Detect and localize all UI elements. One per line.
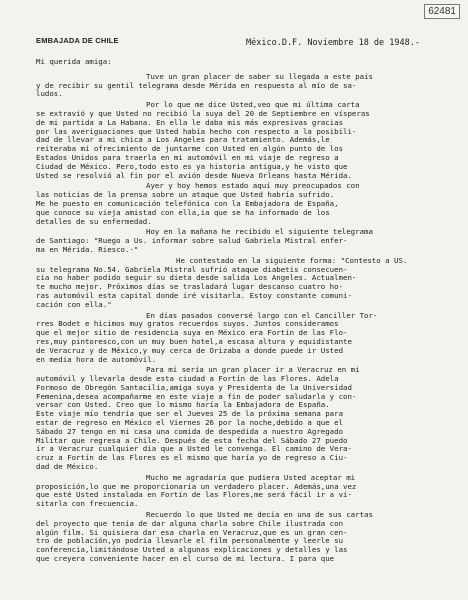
text-line: proposición,lo que me proporcionaría un verdadero placer. Además,una vez — [36, 481, 357, 491]
letter-paragraph — [36, 511, 456, 564]
text-line: Me he puesto en comunicación telefónica con la Embajadora de España, — [36, 198, 339, 208]
text-line: Por lo que me dice Usted,veo que mi última carta — [146, 100, 360, 110]
letter-paragraph — [36, 228, 456, 254]
text-line: automóvil y llevarla desde esta ciudad a Fortín de las Flores. Adela — [36, 374, 339, 384]
text-line: Recuerdo lo que Usted me decía en una de sus cartas — [146, 510, 373, 520]
text-line: Femenina,desea acompañarme en este viaje a fin de poder saludarla y con- — [36, 391, 357, 401]
text-line: Mucho me agradaría que pudiera Usted aceptar mi — [146, 472, 356, 482]
text-line: se extravió y que Usted no recibió la suya del 20 de Septiembre en vísperas — [36, 108, 370, 118]
text-line: sitarla con frecuencia. — [36, 499, 139, 509]
text-line: Hoy en la mañana he recibido el siguiente telegrama — [146, 227, 373, 237]
paragraphs-container — [36, 73, 456, 564]
text-line: dad de México. — [36, 462, 99, 472]
text-line: ma en Mérida. Riesco.-" — [36, 244, 139, 254]
text-line: En días pasados conversé largo con el Canciller Tor- — [146, 310, 378, 320]
text-line: ras automóvil esta capital donde iré visitarla. Estoy constante comuni- — [36, 290, 352, 300]
text-line: cia no haber podido seguir su dieta desde salida Los Angeles. Actualmen- — [36, 273, 357, 283]
text-line: que conoce su vieja amistad con ella,ia que se ha informado de los — [36, 207, 330, 217]
letter-paragraph — [36, 366, 456, 472]
letter-date: México.D.F. Noviembre 18 de 1948.- — [246, 38, 420, 48]
text-line: cruz a Fortín de las Flores es el mismo que haría yo de regreso a Ciu- — [36, 453, 348, 463]
text-line: Este viaje mío tendría que ser el Jueves 25 de la próxima semana para — [36, 409, 344, 419]
text-line: te mucho mejor. Próximos días se trasladará lugar descanso cuatro ho- — [36, 282, 344, 292]
text-line: de mi partida a La Habana. En ella le daba mis más expresivas gracias — [36, 117, 344, 127]
text-line: Tuve un gran placer de saber su llegada a este país — [146, 71, 373, 81]
text-line: en media hora de automóvil. — [36, 354, 157, 364]
text-line: ir a Veracruz cualquier día que a Usted le convenga. El camino de Vera- — [36, 444, 352, 454]
letter-paragraph — [36, 101, 456, 180]
letter-paragraph — [36, 73, 456, 99]
text-line: tro de población,yo podría llevarle el film personalmente y leerle su — [36, 536, 344, 546]
text-line: versar con Usted. Creo que lo mismo haría la Embajadora de España. — [36, 400, 330, 410]
text-line: conferencia,limitándose Usted a algunas explicaciones y detalles y las — [36, 545, 348, 555]
text-line: su telegrama No.54. Gabriela Mistral sufrió ataque diabetis consecuen- — [36, 264, 348, 274]
text-line: que esté Usted instalada en Fortín de las Flores,me será fácil ir a vi- — [36, 490, 352, 500]
letter-paragraph — [36, 257, 456, 310]
text-line: Ciudad de México. Pero,todo esto es ya historia antigua,y he visto que — [36, 161, 348, 171]
text-line: res,muy pintoresco,con un muy buen hotel,a escasa altura y equidistante — [36, 336, 352, 346]
text-line: cación con ella." — [36, 299, 112, 309]
text-line: y de recibir su gentil telegrama desde Mérida en respuesta al mío de sa- — [36, 80, 357, 90]
letter-paragraph — [36, 474, 456, 509]
text-line: Militar que regresa a Chile. Después de esta fecha del Sábado 27 puedo — [36, 435, 348, 445]
text-line: algún film. Si quisiera dar esa charla en Veracruz,que es un gran cen- — [36, 527, 348, 537]
text-line: del proyecto que tenía de dar alguna charla sobre Chile ilustrada con — [36, 518, 344, 528]
letterhead: EMBAJADA DE CHILE — [36, 36, 119, 45]
text-line: rres Bodet e hicimos muy gratos recuerdos suyos. Juntos consideramos — [36, 319, 339, 329]
text-line: reiteraba mi ofrecimiento de juntarme con Usted en algún punto de los — [36, 144, 344, 154]
text-line: de Santiago: "Ruego a Us. informar sobre salud Gabriela Mistral enfer- — [36, 236, 348, 246]
text-line: que creyera conveniente hacer en el curso de mi lectura. I para que — [36, 554, 335, 564]
letter-paragraph — [36, 312, 456, 365]
letter-body — [36, 58, 456, 566]
text-line: Estados Unidos para traerla en mi automóvil en mi viaje de regreso a — [36, 152, 339, 162]
text-line: por las averiguaciones que Usted había hecho con respecto a la posibili- — [36, 126, 357, 136]
text-line: Para mí sería un gran placer ir a Veracruz en mi — [146, 365, 360, 375]
salutation: Mi querida amiga: — [36, 57, 112, 66]
text-line: que el mejor sitio de residencia suya en México era Fortín de las Flo- — [36, 328, 348, 338]
text-line: He contestado en la siguiente forma: "Contesto a US. — [176, 255, 408, 265]
text-line: Sábado 27 tengo en mi casa una comida de despedida a nuestro Agregado — [36, 426, 344, 436]
text-line: estar de regreso en México el Viernes 26 por la noche,debido a que el — [36, 418, 344, 428]
text-line: ludos. — [36, 89, 63, 99]
text-line: detalles de su enfermedad. — [36, 216, 152, 226]
text-line: las noticias de la prensa sobre un ataque que Usted habría sufrido. — [36, 190, 335, 200]
letter-paragraph — [36, 182, 456, 226]
text-line: dad de llevar a mi chica a Los Angeles para tratamiento. Además,le — [36, 135, 330, 145]
text-line: Ayer y hoy hemos estado aquí muy preocupados con — [146, 181, 360, 191]
text-line: Usted se resolvió al fin por el avión desde Nueva Orleans hasta Mérida. — [36, 170, 352, 180]
archive-number-stamp: 62481 — [424, 4, 460, 19]
text-line: de Veracruz y de México,y muy cerca de Orizaba a donde puede ir Usted — [36, 345, 344, 355]
text-line: Formoso de Obregón Santacilia,amiga suya y Presidenta de la Universidad — [36, 382, 352, 392]
